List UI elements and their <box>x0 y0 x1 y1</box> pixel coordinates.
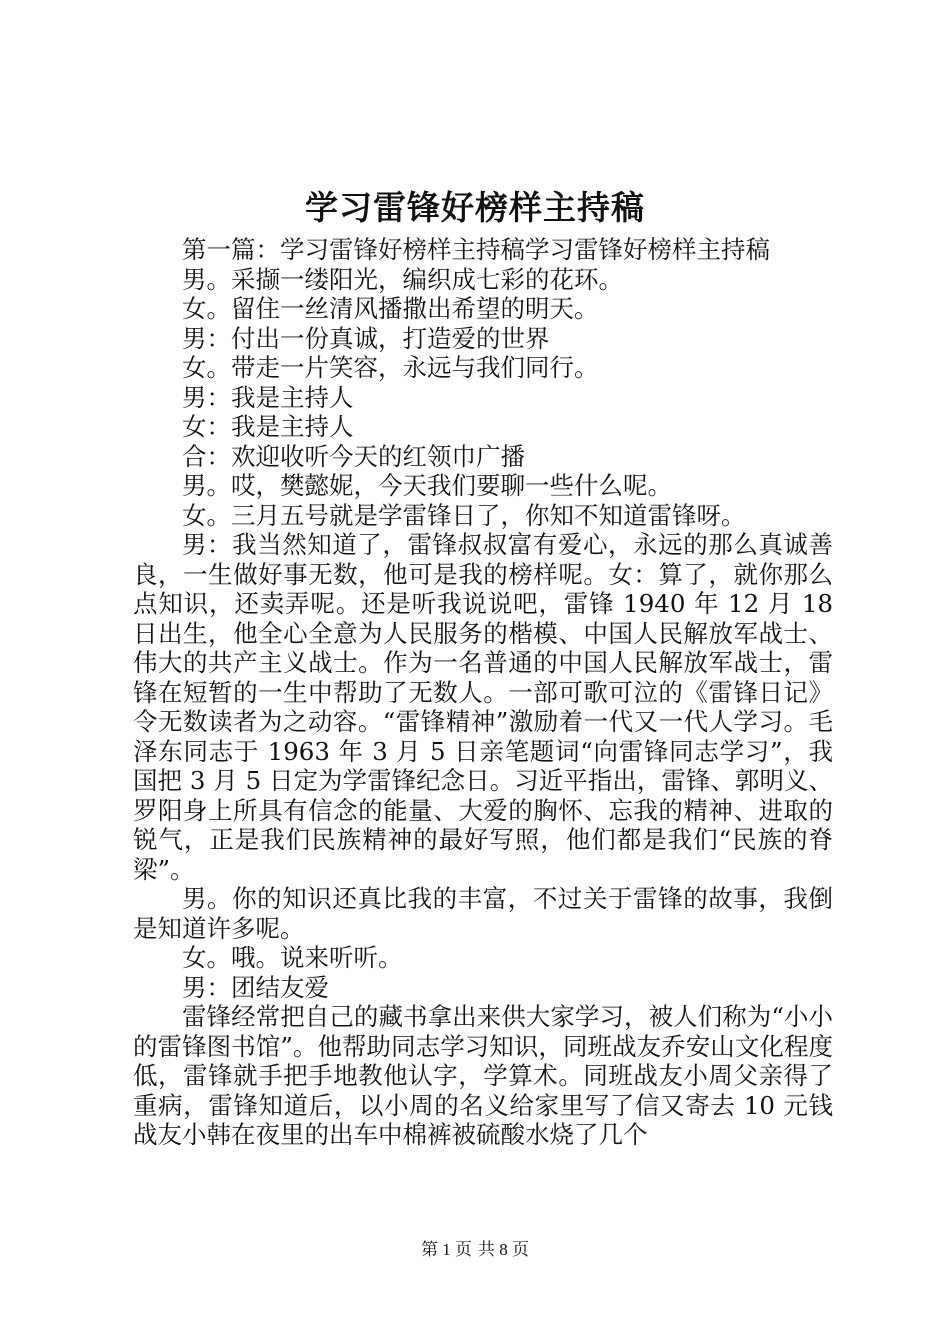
paragraph: 第一篇：学习雷锋好榜样主持稿学习雷锋好榜样主持稿 <box>182 235 770 264</box>
paragraph: 合：欢迎收听今天的红领巾广播 <box>182 441 525 471</box>
paragraph: 女。三月五号就是学雷锋日了，你知不知道雷锋呀。 <box>182 500 746 530</box>
paragraph: 女：我是主持人 <box>182 412 354 441</box>
paragraph: 男。你的知识还真比我的丰富，不过关于雷锋的故事，我倒是知道许多呢。 <box>133 884 833 943</box>
paragraph: 女。哦。说来听听。 <box>182 943 403 972</box>
page-footer <box>0 1238 950 1262</box>
paragraph: 男。采撷一缕阳光，编织成七彩的花环。 <box>182 264 623 294</box>
document-body <box>133 235 833 1150</box>
paragraph: 男：我是主持人 <box>182 382 354 412</box>
paragraph: 男：付出一份真诚，打造爱的世界 <box>182 323 550 353</box>
paragraph: 女。留住一丝清风播撒出希望的明天。 <box>182 294 599 323</box>
document-title: 学习雷锋好榜样主持稿 <box>305 188 645 227</box>
paragraph: 男：我当然知道了，雷锋叔叔富有爱心，永远的那么真诚善良，一生做好事无数，他可是我的榜样呢。女：算了，就你那么点知识，还卖弄呢。还是听我说说吧，雷锋 1940 年 12 月 18 日出生，他全心全意为人民服务的楷模、中国人民解放军战士、伟大的共产主义战士。作为一名普通的中国人民解放军战士，雷锋在短暂的一生中帮助了无数人。一部可歌可泣的《雷锋日记》令无数读者为之动容。“雷锋精神”激励着一代又一代人学习。毛泽东同志于 1963 年 3 月 5 日亲笔题词“向雷锋同志学习”，我国把 3 月 5 日定为学雷锋纪念日。习近平指出，雷锋、郭明义、罗阳身上所具有信念的能量、大爱的胸怀、忘我的精神、进取的锐气，正是我们民族精神的最好写照，他们都是我们“民族的脊梁”。 <box>133 530 833 884</box>
paragraph: 男。哎，樊懿妮，今天我们要聊一些什么呢。 <box>182 471 672 500</box>
total-pages: 共 8 页 <box>478 1240 529 1259</box>
paragraph: 女。带走一片笑容，永远与我们同行。 <box>182 353 599 382</box>
page-number: 第 1 页 <box>421 1240 472 1259</box>
paragraph: 男：团结友爱 <box>182 972 329 1002</box>
paragraph: 雷锋经常把自己的藏书拿出来供大家学习，被人们称为“小小的雷锋图书馆”。他帮助同志学习知识，同班战友乔安山文化程度低，雷锋就手把手地教他认字，学算术。同班战友小周父亲得了重病，雷锋知道后，以小周的名义给家里写了信又寄去 10 元钱战友小韩在夜里的出车中棉裤被硫酸水烧了几个 <box>133 1002 833 1149</box>
